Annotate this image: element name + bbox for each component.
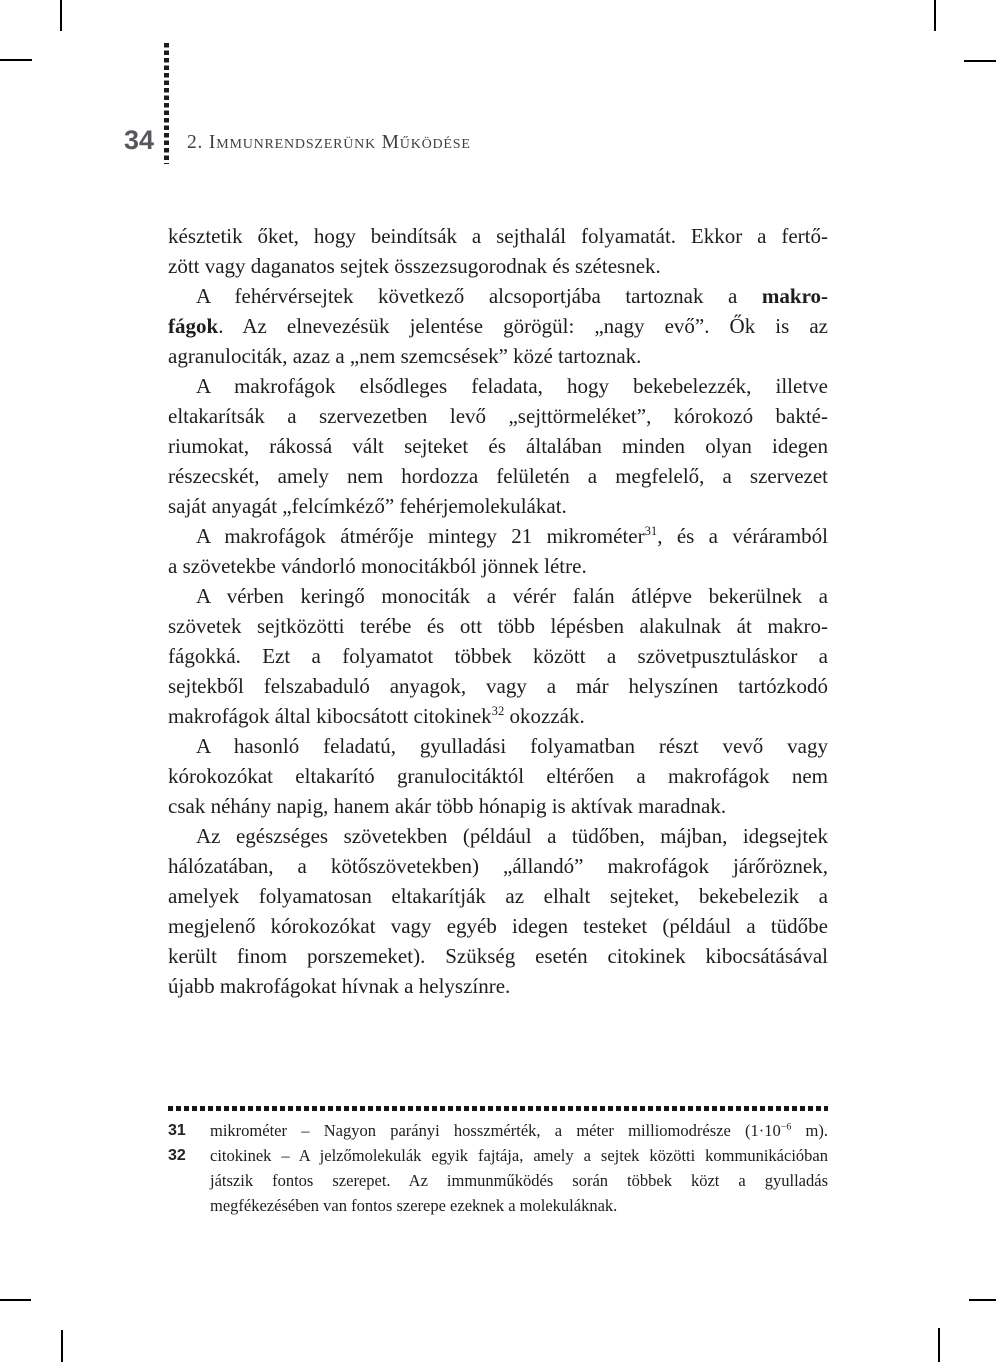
text-segment: A makrofágok elsődleges feladata, hogy bekebelezzék, illetve	[196, 374, 828, 398]
text-segment: játszik fontos szerepet. Az immunműködés során többek közt a gyulladás	[210, 1171, 828, 1190]
text-line	[168, 941, 828, 971]
paragraph	[168, 221, 828, 281]
text-line	[168, 311, 828, 341]
text-line	[168, 371, 828, 401]
text-line	[168, 431, 828, 461]
text-segment: részecskét, amely nem hordozza felületén a megfelelő, a szervezet	[168, 464, 828, 488]
bold-text: makro-	[761, 284, 828, 308]
footnote	[168, 1143, 828, 1218]
text-line	[210, 1193, 828, 1218]
text-line	[168, 461, 828, 491]
text-segment: hálózatában, a kötőszövetekben) „állandó” makrofágok járőröznek,	[168, 854, 828, 878]
text-line	[168, 791, 828, 821]
text-segment: kórokozókat eltakarító granulocitáktól eltérően a makrofágok nem	[168, 764, 828, 788]
footnote-separator-dotted-rule	[168, 1106, 828, 1111]
text-line	[168, 611, 828, 641]
footnote-number: 32	[168, 1147, 186, 1164]
text-segment: A hasonló feladatú, gyulladási folyamatban részt vevő vagy	[196, 734, 828, 758]
text-segment: , és a véráramból	[657, 524, 828, 548]
text-segment: . Az elnevezésük jelentése görögül: „nagy evő”. Ők is az	[218, 314, 828, 338]
paragraph	[168, 821, 828, 1001]
text-segment: eltakarítsák a szervezetben levő „sejttörmeléket”, kórokozó bakté-	[168, 404, 828, 428]
text-line	[168, 971, 828, 1001]
running-header-chapter-title: 2. Immunrendszerünk Működése	[187, 132, 471, 153]
text-segment: makrofágok által kibocsátott citokinek	[168, 704, 492, 728]
text-line	[168, 761, 828, 791]
text-line	[210, 1118, 828, 1143]
text-line	[168, 521, 828, 551]
crop-mark-bottom-right-vertical	[938, 1328, 940, 1362]
text-segment: amelyek folyamatosan eltakarítják az elhalt sejteket, bekebelezik a	[168, 884, 828, 908]
text-segment: A vérben keringő monociták a vérér falán átlépve bekerülnek a	[196, 584, 828, 608]
crop-mark-bottom-left-vertical	[61, 1330, 63, 1362]
page-number: 34	[123, 125, 154, 155]
text-line	[210, 1143, 828, 1168]
paragraph	[168, 371, 828, 521]
crop-mark-top-left-horizontal	[0, 59, 32, 61]
paragraph	[168, 521, 828, 581]
text-line	[168, 551, 828, 581]
text-segment: Az egészséges szövetekben (például a tüdőben, májban, idegsejtek	[196, 824, 828, 848]
text-line	[168, 881, 828, 911]
footnote-number: 31	[168, 1122, 186, 1139]
text-line	[168, 581, 828, 611]
crop-mark-bottom-right-horizontal	[969, 1299, 996, 1301]
text-line	[168, 251, 828, 281]
footnote-reference: 32	[491, 704, 505, 718]
text-segment: fágokká. Ezt a folyamatot többek között a szövetpusztuláskor a	[168, 644, 828, 668]
header-dotted-rule	[164, 43, 169, 164]
text-segment: okozzák.	[504, 704, 585, 728]
text-line	[168, 701, 828, 731]
crop-mark-top-left-vertical	[60, 0, 62, 31]
text-segment: megjelenő kórokozókat vagy egyéb idegen testeket (például a tüdőbe	[168, 914, 828, 938]
text-line	[168, 281, 828, 311]
text-line	[210, 1168, 828, 1193]
footnotes	[168, 1118, 828, 1218]
text-line	[168, 911, 828, 941]
paragraph	[168, 731, 828, 821]
text-line	[168, 821, 828, 851]
text-segment: megfékezésében van fontos szerepe ezeknek a molekuláknak.	[210, 1196, 618, 1215]
text-segment: A fehérvérsejtek következő alcsoportjába tartoznak a	[196, 284, 762, 308]
text-segment: citokinek – A jelzőmolekulák egyik fajtája, amely a sejtek közötti kommunikációban	[210, 1146, 828, 1165]
text-segment: riumokat, rákossá vált sejteket és általában minden olyan idegen	[168, 434, 828, 458]
text-line	[168, 851, 828, 881]
paragraph	[168, 581, 828, 731]
text-line	[168, 491, 828, 521]
text-line	[168, 641, 828, 671]
text-line	[168, 221, 828, 251]
text-line	[168, 341, 828, 371]
footnote	[168, 1118, 828, 1143]
crop-mark-top-right-vertical	[934, 0, 936, 31]
text-segment: csak néhány napig, hanem akár több hónapig is aktívak maradnak.	[168, 794, 727, 818]
crop-mark-top-right-horizontal	[964, 60, 996, 62]
footnote-text	[210, 1118, 828, 1143]
text-segment: m).	[791, 1121, 828, 1140]
footnote-reference: −6	[780, 1121, 792, 1133]
text-segment: sejtekből felszabaduló anyagok, vagy a már helyszínen tartózkodó	[168, 674, 828, 698]
text-segment: szövetek sejtközötti terébe és ott több lépésben alakulnak át makro-	[168, 614, 828, 638]
paragraph	[168, 281, 828, 371]
text-segment: saját anyagát „felcímkéző” fehérjemolekulákat.	[168, 494, 567, 518]
bold-text: fágok	[168, 314, 219, 338]
text-segment: A makrofágok átmérője mintegy 21 mikrométer	[196, 524, 645, 548]
crop-mark-bottom-left-horizontal	[0, 1299, 31, 1301]
text-segment: mikrométer – Nagyon parányi hosszmérték, a méter milliomodrésze (1·10	[210, 1121, 781, 1140]
text-segment: agranulociták, azaz a „nem szemcsések” közé tartoznak.	[168, 344, 642, 368]
text-segment: késztetik őket, hogy beindítsák a sejthalál folyamatát. Ekkor a fertő-	[168, 224, 828, 248]
text-line	[168, 731, 828, 761]
text-segment: került finom porszemeket). Szükség esetén citokinek kibocsátásával	[168, 944, 828, 968]
text-segment: újabb makrofágokat hívnak a helyszínre.	[168, 974, 511, 998]
footnote-text	[210, 1143, 828, 1218]
text-line	[168, 401, 828, 431]
footnote-reference: 31	[644, 524, 658, 538]
text-line	[168, 671, 828, 701]
body-text	[168, 221, 828, 1001]
text-segment: a szövetekbe vándorló monocitákból jönnek létre.	[168, 554, 587, 578]
text-segment: zött vagy daganatos sejtek összezsugorodnak és szétesnek.	[168, 254, 661, 278]
